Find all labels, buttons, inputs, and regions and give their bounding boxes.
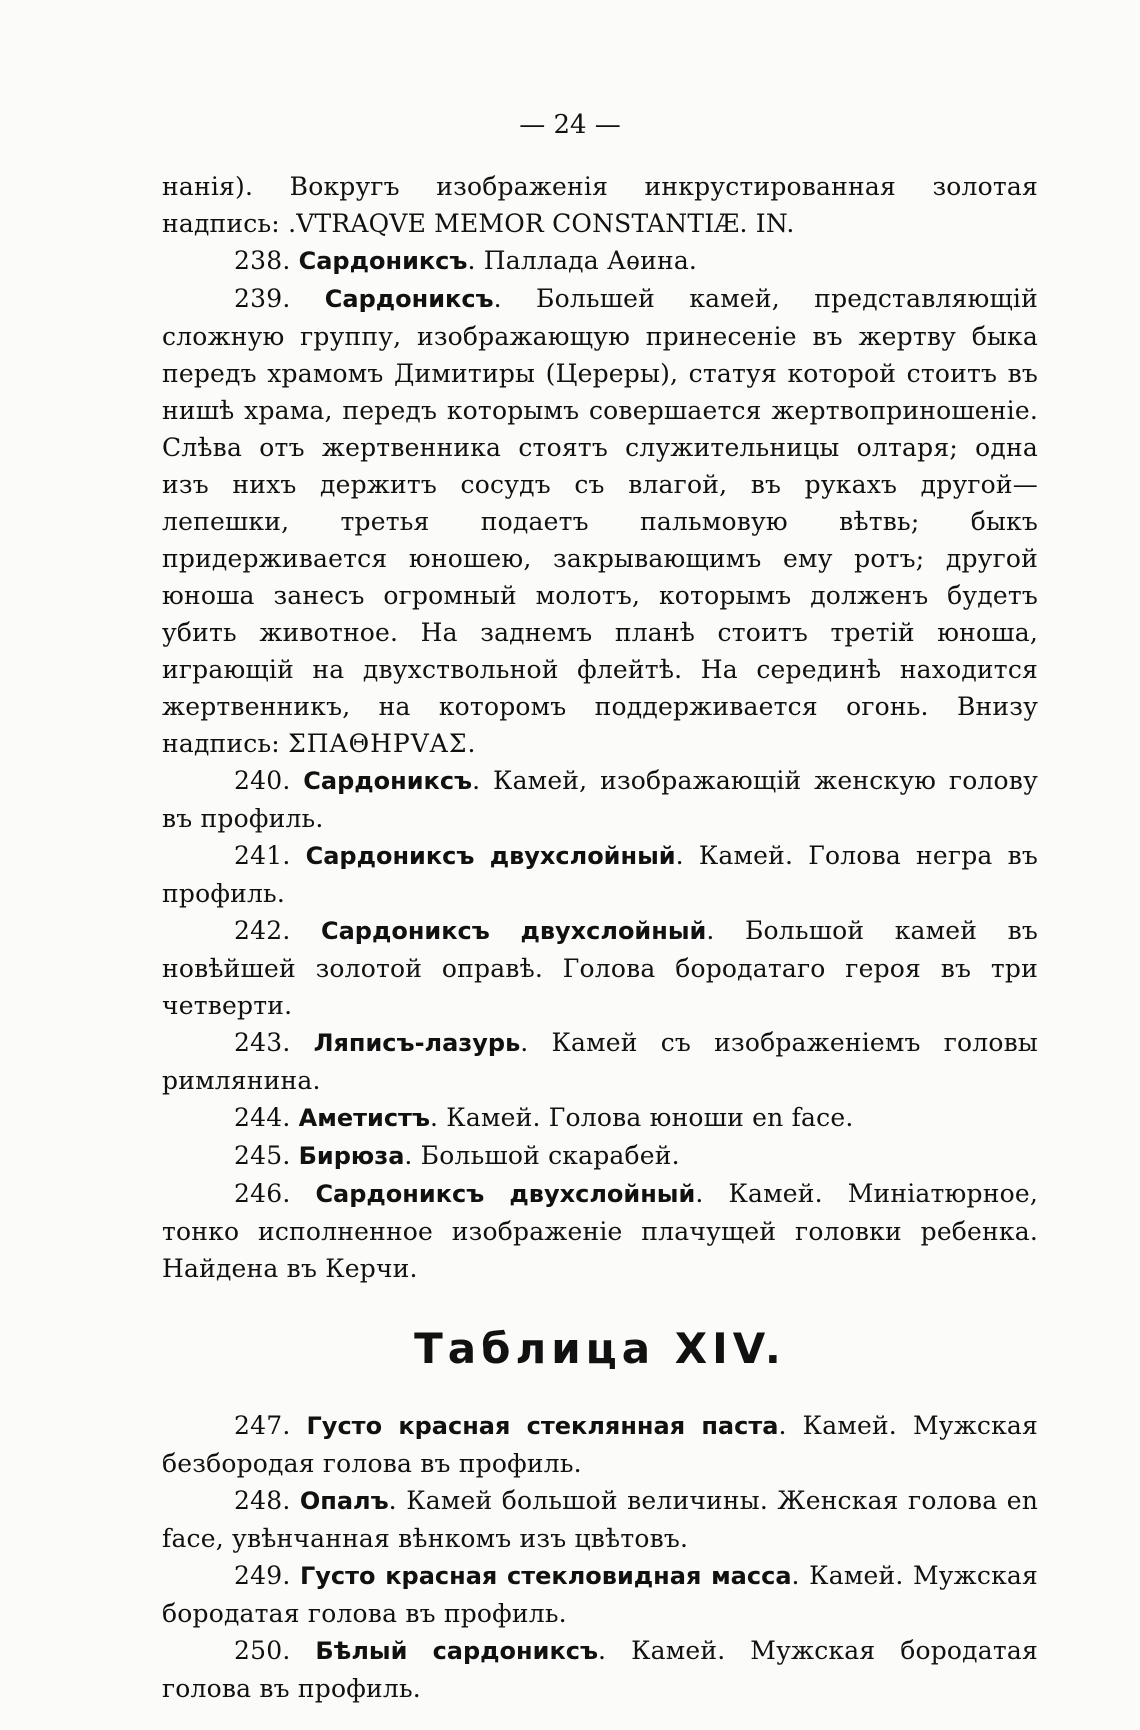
- entry-material: Сардониксъ: [303, 767, 473, 795]
- entry-description: . Камей, изображающій женскую голову въ профиль.: [162, 766, 1038, 833]
- entry-number: 240.: [234, 766, 291, 795]
- entry-description: . Камей. Мужская бородатая голова въ профиль.: [162, 1561, 1038, 1628]
- entry-material: Сардониксъ двухслойный: [315, 1180, 696, 1208]
- entry-material: Густо красная стеклянная паста: [306, 1412, 779, 1440]
- catalog-entry-244: [162, 1099, 1038, 1137]
- catalog-entry-247: [162, 1407, 1038, 1482]
- page-body: [162, 168, 1038, 1707]
- entry-number: 242.: [234, 916, 291, 945]
- entry-number: 250.: [234, 1636, 291, 1665]
- catalog-entry-242: [162, 912, 1038, 1024]
- entry-description: . Паллада Аѳина.: [467, 246, 698, 275]
- entry-number: 243.: [234, 1028, 291, 1057]
- entry-material: Бѣлый сардониксъ: [315, 1637, 598, 1665]
- entry-number: 241.: [234, 841, 291, 870]
- opening-paragraph: нанія). Вокругъ изображенія инкрустированная золотая надпись: .VTRAQVE MEMOR CONSTANTIÆ. IN.: [162, 172, 1038, 238]
- section-heading: Таблица XIV.: [414, 1324, 786, 1373]
- entry-description: . Камей большой величины. Женская голова en face, увѣнчанная вѣнкомъ изъ цвѣтовъ.: [162, 1486, 1038, 1553]
- entry-number: 239.: [234, 284, 291, 313]
- greek-inscription: ΣΠΑΘΗΡVΑΣ.: [288, 729, 477, 758]
- catalog-entry-238: [162, 242, 1038, 280]
- entry-material: Сардониксъ: [298, 247, 468, 275]
- entry-description: . Камей съ изображеніемъ головы римлянина.: [162, 1028, 1038, 1095]
- catalog-entry-246: [162, 1175, 1038, 1287]
- entry-material: Сардониксъ двухслойный: [320, 917, 707, 945]
- entry-number: 249.: [234, 1561, 291, 1590]
- entry-number: 245.: [234, 1141, 291, 1170]
- entry-description: . Камей. Голова негра въ профиль.: [162, 841, 1038, 908]
- catalog-entry-250: [162, 1632, 1038, 1707]
- entry-material: Опалъ: [299, 1487, 389, 1515]
- catalog-entry-248: [162, 1482, 1038, 1557]
- entry-material: Сардониксъ двухслойный: [305, 842, 676, 870]
- entry-description: . Большой камей въ новѣйшей золотой оправѣ. Голова бородатаго героя въ три четверти.: [162, 916, 1039, 1020]
- entry-number: 246.: [234, 1179, 291, 1208]
- entry-material: Ляписъ-лазурь: [313, 1029, 521, 1057]
- entry-material: Аметистъ: [298, 1104, 430, 1132]
- entry-material: Густо красная стекловидная масса: [299, 1562, 792, 1590]
- catalog-entry-243: [162, 1024, 1038, 1099]
- entry-number: 238.: [234, 246, 291, 275]
- entry-description: . Камей. Голова юноши en face.: [430, 1103, 854, 1132]
- entry-description: . Камей. Мужская бородатая голова въ профиль.: [162, 1636, 1038, 1703]
- entry-number: 248.: [234, 1486, 291, 1515]
- catalog-entry-240: [162, 762, 1038, 837]
- catalog-entry-245: [162, 1137, 1038, 1175]
- entry-description: . Камей. Мужская безбородая голова въ профиль.: [162, 1411, 1038, 1478]
- catalog-entry-239: [162, 280, 1038, 762]
- entry-material: Бирюза: [298, 1142, 405, 1170]
- catalog-entry-249: [162, 1557, 1038, 1632]
- page-number: — 24 —: [519, 110, 621, 140]
- entry-description: . Камей. Миніатюрное, тонко исполненное изображеніе плачущей головки ребенка. Найдена въ Керчи.: [162, 1179, 1038, 1283]
- entry-material: Сардониксъ: [324, 285, 494, 313]
- catalog-entry-241: [162, 837, 1038, 912]
- entry-description: . Большей камей, представляющій сложную группу, изображающую принесеніе въ жертву быка передъ храмомъ Димитиры (Цереры), статуя которой стоитъ въ нишѣ храма, передъ которымъ совершается жертвоприношеніе. Слѣва отъ жертвенника стоятъ служительницы олтаря; одна изъ нихъ держитъ сосудъ съ влагой, въ рукахъ другой—лепешки, третья подаетъ пальмовую вѣтвь; быкъ придерживается юношею, закрывающимъ ему ротъ; другой юноша занесъ огромный молотъ, которымъ долженъ будетъ убить животное. На заднемъ планѣ стоитъ третій юноша, играющій на двухствольной флейтѣ. На серединѣ находится жертвенникъ, на которомъ поддерживается огонь. Внизу надпись:: [162, 284, 1038, 758]
- entry-number: 247.: [234, 1411, 291, 1440]
- entry-number: 244.: [234, 1103, 291, 1132]
- entry-description: . Большой скарабей.: [404, 1141, 680, 1170]
